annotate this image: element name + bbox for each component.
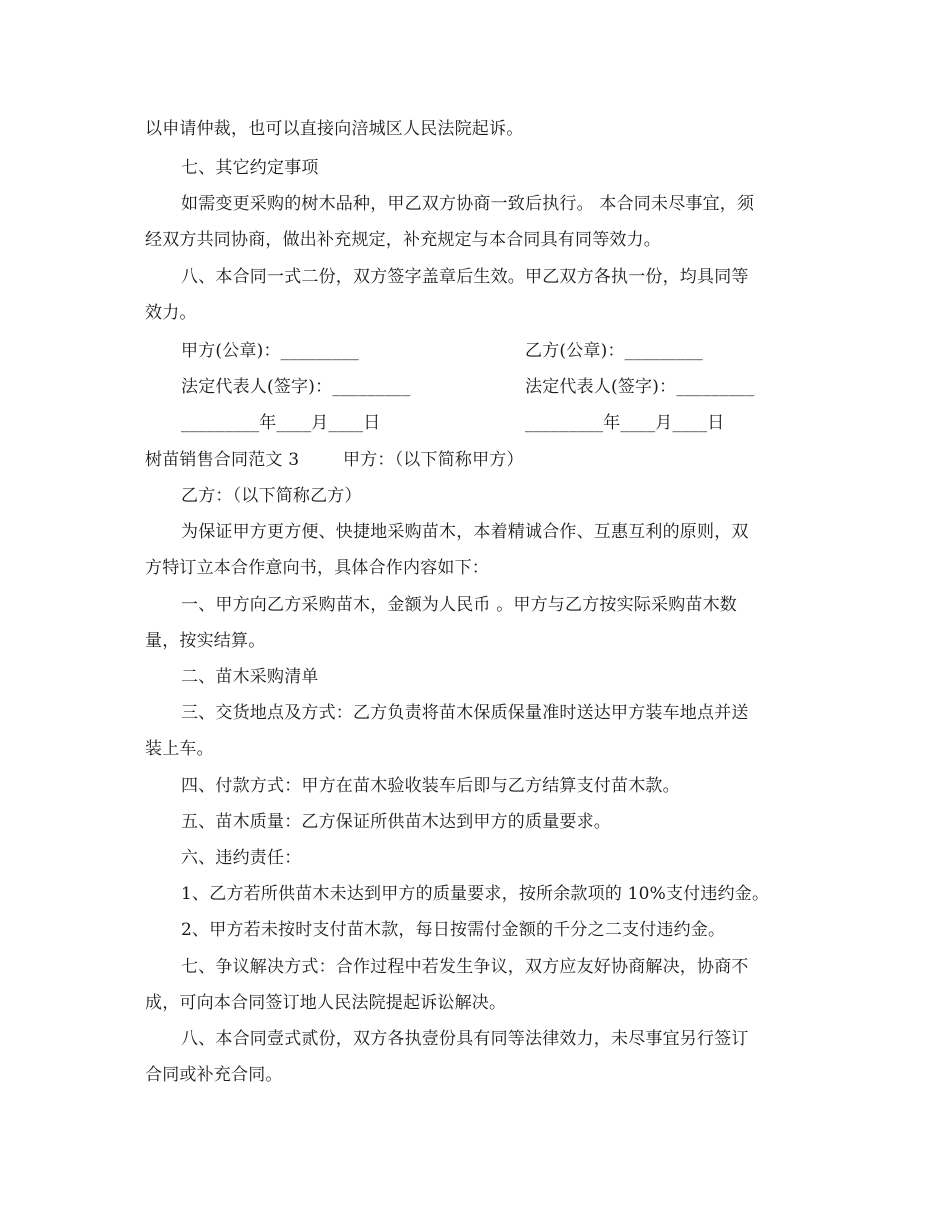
section-heading-other-terms: 七、其它约定事项 — [181, 158, 319, 178]
party-b-representative-field: 法定代表人(签字)：_________ — [525, 377, 755, 397]
party-a-intro: 甲方：（以下简称甲方） — [343, 450, 524, 470]
paragraph-line: 七、争议解决方式：合作过程中若发生争议，双方应友好协商解决，协商不 — [181, 957, 749, 977]
paragraph-line: 成，可向本合同签订地人民法院提起诉讼解决。 — [145, 993, 507, 1013]
paragraph-line: 量，按实结算。 — [145, 631, 266, 651]
party-a-representative-field: 法定代表人(签字)：_________ — [181, 377, 411, 397]
paragraph-line: 八、本合同一式二份，双方签字盖章后生效。甲乙双方各执一份，均具同等 — [181, 267, 749, 287]
party-a-seal-field: 甲方(公章)：_________ — [181, 341, 359, 361]
paragraph-line: 方特订立本合作意向书，具体合作内容如下： — [145, 558, 489, 578]
paragraph-line: 1、乙方若所供苗木未达到甲方的质量要求，按所余款项的 10%支付违约金。 — [181, 884, 770, 904]
paragraph-line: 一、甲方向乙方采购苗木，金额为人民币 。甲方与乙方按实际采购苗木数 — [181, 595, 738, 615]
contract-title: 树苗销售合同范文 3 — [145, 450, 300, 470]
paragraph-line: 二、苗木采购清单 — [181, 667, 319, 687]
paragraph-line: 五、苗木质量：乙方保证所供苗木达到甲方的质量要求。 — [181, 812, 611, 832]
paragraph-line: 三、交货地点及方式：乙方负责将苗木保质保量准时送达甲方装车地点并送 — [181, 703, 749, 723]
paragraph-line: 四、付款方式：甲方在苗木验收装车后即与乙方结算支付苗木款。 — [181, 776, 680, 796]
party-b-intro: 乙方：（以下简称乙方） — [181, 486, 362, 506]
paragraph-line: 合同或补充合同。 — [145, 1065, 283, 1085]
paragraph-line: 如需变更采购的树木品种，甲乙双方协商一致后执行。 本合同未尽事宜，须 — [181, 194, 755, 214]
paragraph-line: 八、本合同壹式贰份，双方各执壹份具有同等法律效力，未尽事宜另行签订 — [181, 1029, 749, 1049]
party-b-seal-field: 乙方(公章)：_________ — [525, 341, 703, 361]
paragraph-line: 2、甲方若未按时支付苗木款，每日按需付金额的千分之二支付违约金。 — [181, 920, 726, 940]
paragraph-line: 以申请仲裁，也可以直接向涪城区人民法院起诉。 — [145, 119, 524, 139]
paragraph-line: 装上车。 — [145, 739, 214, 759]
party-a-date-field: _________年____月____日 — [181, 413, 381, 433]
paragraph-line: 六、违约责任： — [181, 848, 302, 868]
paragraph-line: 为保证甲方更方便、快捷地采购苗木，本着精诚合作、互惠互利的原则，双 — [181, 522, 749, 542]
paragraph-line: 效力。 — [145, 303, 197, 323]
party-b-date-field: _________年____月____日 — [525, 413, 725, 433]
paragraph-line: 经双方共同协商，做出补充规定，补充规定与本合同具有同等效力。 — [145, 230, 661, 250]
